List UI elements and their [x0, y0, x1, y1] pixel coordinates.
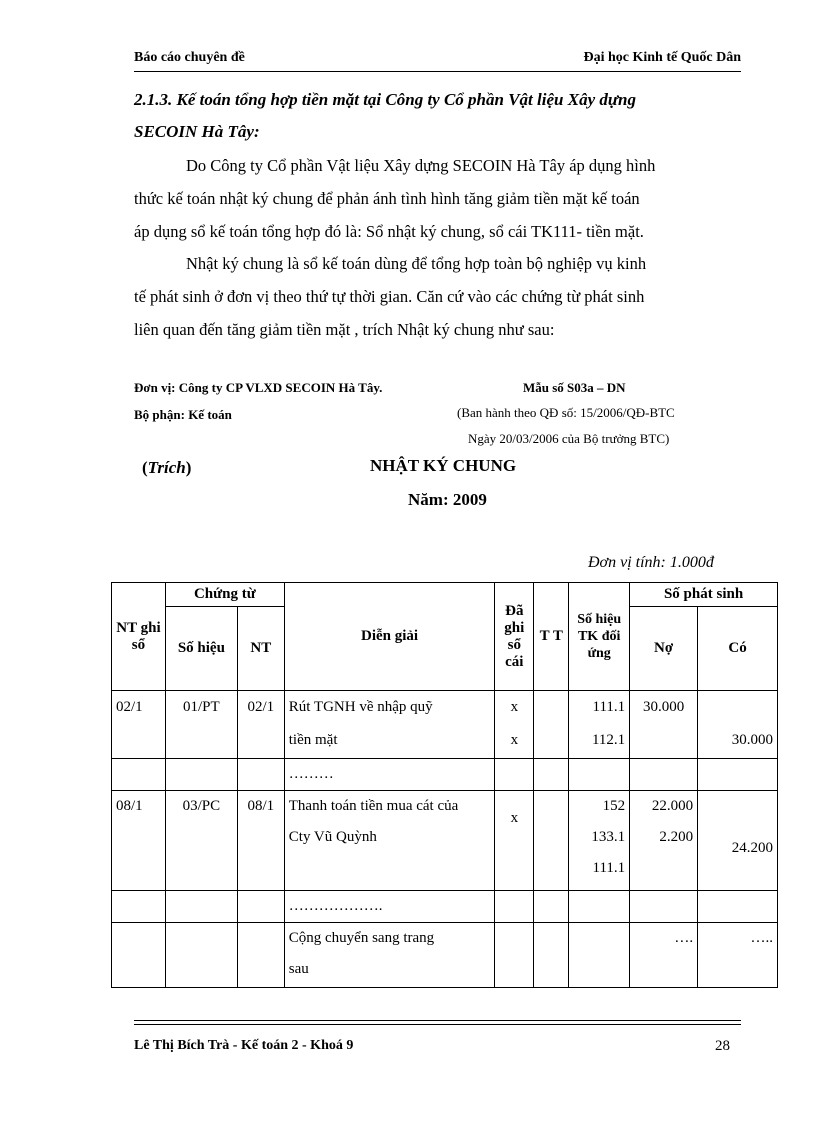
x-mark: x [510, 732, 519, 748]
header-rule [134, 71, 741, 72]
header-da-ghi: Đã ghi sổ cái [495, 583, 534, 691]
tk-value: 152 [602, 798, 626, 814]
para1-line3: áp dụng sổ kế toán tổng hợp đó là: Sổ nhật ký chung, sổ cái TK111- tiền mặt. [134, 222, 644, 241]
dien-giai-line1: Rút TGNH về nhập quỹ [288, 699, 433, 715]
para2-line2: tế phát sinh ở đơn vị theo thứ tự thời gian. Căn cứ vào các chứng từ phát sinh [134, 287, 645, 306]
tk-value: 111.1 [592, 860, 626, 876]
cell-da-ghi [495, 691, 534, 759]
table-row [112, 891, 778, 923]
cell-tt [534, 791, 569, 891]
header-right: Đại học Kinh tế Quốc Dân [583, 50, 741, 65]
header-co: Có [698, 607, 778, 691]
journal-table [111, 582, 778, 988]
section-title-line1: 2.1.3. Kế toán tổng hợp tiền mặt tại Công ty Cổ phần Vật liệu Xây dựng [134, 90, 636, 109]
cell-no [630, 791, 698, 891]
table-row [112, 691, 778, 759]
cell-tk [569, 691, 630, 759]
cell-da-ghi [495, 791, 534, 891]
x-mark: x [510, 699, 519, 715]
form-issued: (Ban hành theo QĐ số: 15/2006/QĐ-BTC [457, 405, 675, 420]
form-issued-date: Ngày 20/03/2006 của Bộ trưởng BTC) [468, 431, 670, 446]
header-so-hieu: Số hiệu [165, 607, 237, 691]
no-value: 30.000 [642, 699, 685, 715]
para2-line1: Nhật ký chung là sổ kế toán dùng để tổng hợp toàn bộ nghiệp vụ kinh [186, 254, 647, 273]
cell-dots: ……… [284, 759, 495, 791]
header-dien-giai: Diễn giải [284, 583, 495, 691]
form-unit: Đơn vị: Công ty CP VLXD SECOIN Hà Tây. [134, 380, 383, 395]
dien-giai-line2: sau [288, 961, 309, 977]
cell-dien-giai [284, 923, 495, 988]
cell-nt: 08/1 [112, 791, 166, 891]
journal-year: Năm: 2009 [408, 490, 487, 509]
cell-co [698, 691, 778, 759]
footer-rule-bottom [134, 1024, 741, 1025]
form-number: Mẫu số S03a – DN [523, 380, 626, 395]
cell-dien-giai [284, 791, 495, 891]
no-value: 2.200 [659, 829, 694, 845]
cell-so-hieu: 01/PT [165, 691, 237, 759]
header-nt: NT [237, 607, 284, 691]
cell-tt [534, 691, 569, 759]
para1-line2: thức kế toán nhật ký chung để phản ánh tình hình tăng giảm tiền mặt kế toán [134, 189, 640, 208]
cell-dots: ………………. [284, 891, 495, 923]
table-row [112, 759, 778, 791]
currency-unit: Đơn vị tính: 1.000đ [588, 554, 714, 571]
journal-title: NHẬT KÝ CHUNG [370, 456, 517, 475]
cell-so-hieu: 03/PC [165, 791, 237, 891]
para1-line1: Do Công ty Cổ phần Vật liệu Xây dựng SECOIN Hà Tây áp dụng hình [186, 156, 656, 175]
dien-giai-line1: Cộng chuyển sang trang [288, 930, 435, 946]
cell-dien-giai [284, 691, 495, 759]
tk-value: 111.1 [592, 699, 626, 715]
table-row [112, 923, 778, 988]
extract-label: (Trích) [142, 458, 192, 477]
cell-no [630, 691, 698, 759]
cell-tk [569, 791, 630, 891]
header-left: Báo cáo chuyên đề [134, 50, 245, 65]
page-number: 28 [715, 1038, 730, 1054]
cell-ct-nt: 08/1 [237, 791, 284, 891]
cell-co [698, 791, 778, 891]
no-value: 22.000 [651, 798, 694, 814]
header-so-phat-sinh: Số phát sinh [630, 583, 778, 607]
co-value: 30.000 [731, 732, 773, 748]
dien-giai-line2: tiền mặt [288, 732, 338, 748]
para2-line3: liên quan đến tăng giảm tiền mặt , trích Nhật ký chung như sau: [134, 320, 555, 339]
cell-no: …. [630, 923, 698, 988]
header-tt: T T [534, 583, 569, 691]
header-no: Nợ [630, 607, 698, 691]
cell-co: ….. [698, 923, 778, 988]
section-title-line2: SECOIN Hà Tây: [134, 122, 260, 141]
form-dept: Bộ phận: Kế toán [134, 407, 232, 422]
cell-nt: 02/1 [112, 691, 166, 759]
extract-text: Trích [147, 458, 186, 477]
dien-giai-line2: Cty Vũ Quỳnh [288, 829, 377, 845]
footer-rule-top [134, 1020, 741, 1021]
header-tk-doi-ung: Số hiệu TK đối ứng [569, 583, 630, 691]
x-mark: x [510, 810, 519, 826]
footer-author: Lê Thị Bích Trà - Kế toán 2 - Khoá 9 [134, 1038, 354, 1053]
tk-value: 133.1 [591, 829, 626, 845]
cell-ct-nt: 02/1 [237, 691, 284, 759]
table-row [112, 791, 778, 891]
co-value: 24.200 [731, 840, 773, 856]
header-nt-ghi-so: NT ghi sổ [112, 583, 166, 691]
header-chung-tu: Chứng từ [165, 583, 284, 607]
tk-value: 112.1 [591, 732, 626, 748]
dien-giai-line1: Thanh toán tiền mua cát của [288, 798, 459, 814]
